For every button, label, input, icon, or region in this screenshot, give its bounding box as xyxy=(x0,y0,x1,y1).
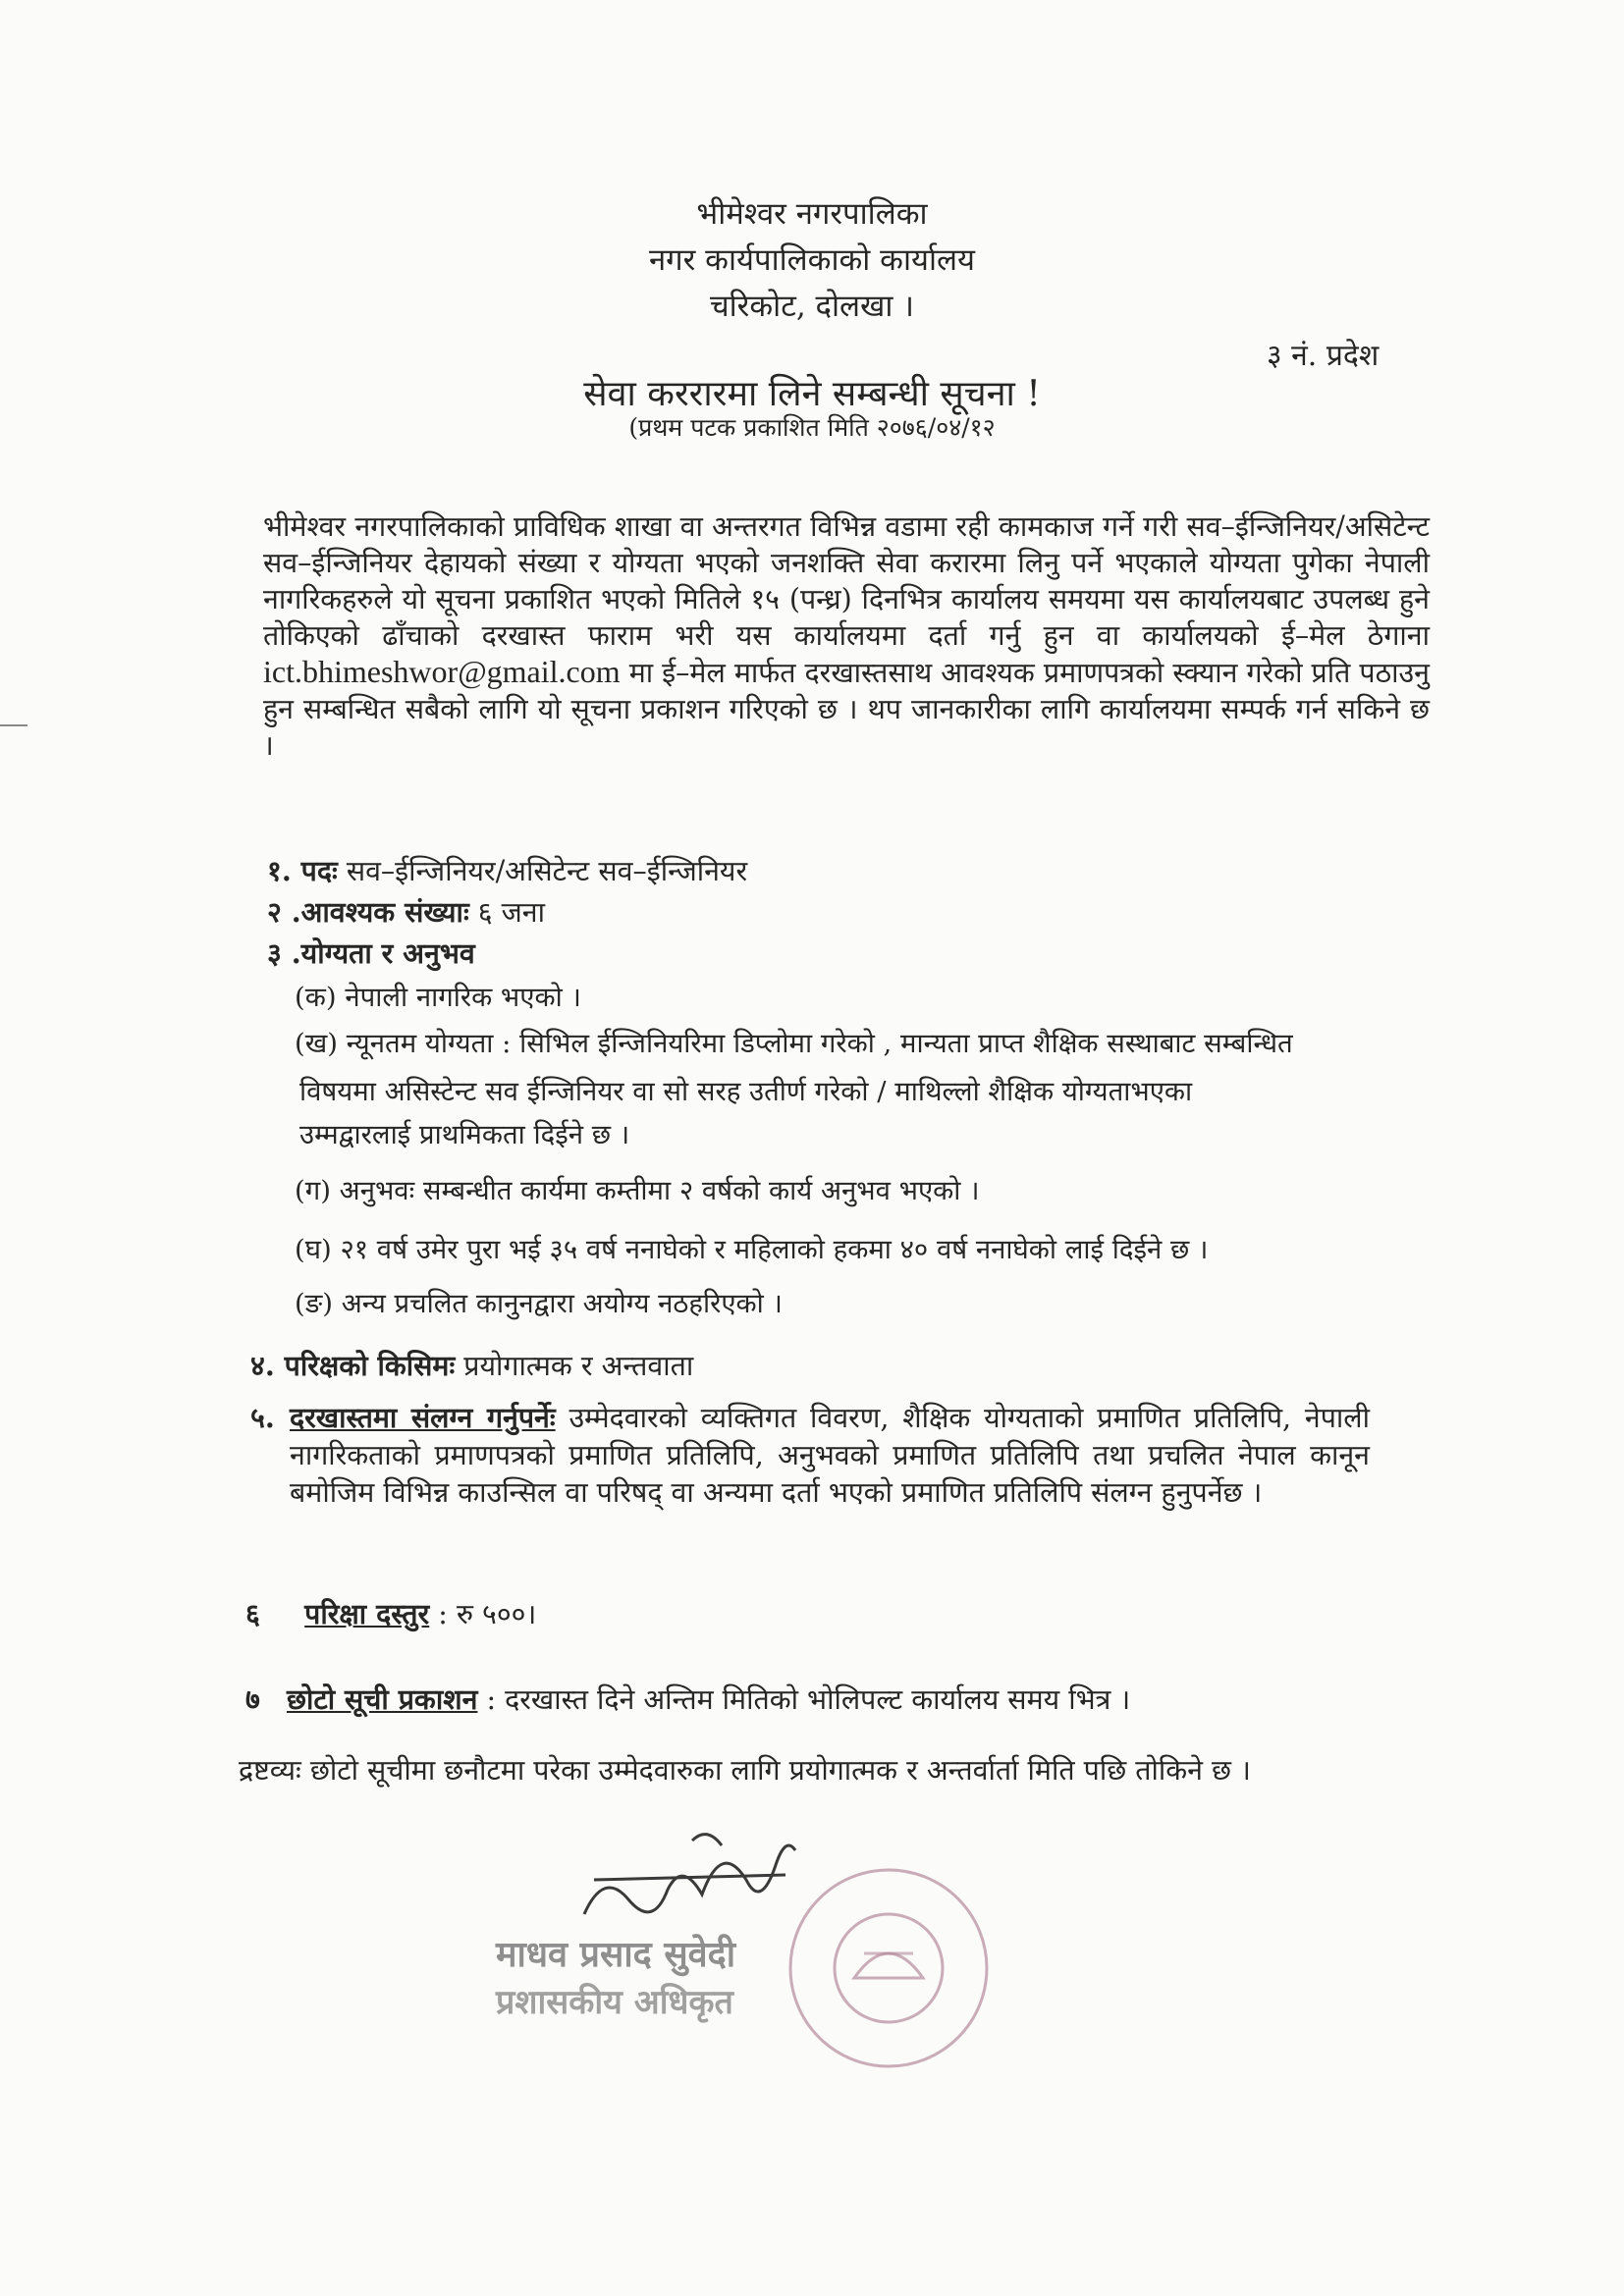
margin-mark xyxy=(0,724,27,726)
item-attachments-number xyxy=(250,1399,275,1437)
item-exam-type-value: प्रयोगात्मक र अन्तवाता xyxy=(463,1350,694,1382)
office-seal xyxy=(741,1860,997,2115)
fee-value: : रु ५००। xyxy=(438,1598,537,1630)
item-post-label: १. पदः xyxy=(267,854,338,887)
item-exam-type xyxy=(250,1347,693,1385)
item-exam-type-label: ४. परिक्षको किसिमः xyxy=(250,1349,456,1382)
fee-label: परिक्षा दस्तुर xyxy=(304,1597,430,1630)
notice-title: सेवा कररारमा लिने सम्बन्धी सूचना ! xyxy=(583,374,1041,414)
qualification-ka: (क) नेपाली नागरिक भएको । xyxy=(295,982,581,1013)
item-post xyxy=(267,852,747,890)
attachments-label: दरखास्तमा संलग्न गर्नुपर्नेः xyxy=(290,1401,556,1434)
intro-text-end: मा ई–मेल मार्फत दरखास्तसाथ आवश्यक प्रमाणपत्रको स्क्यान गरेको प्रति पठाउनु हुन सम्बन्धित सबैको लागि यो सूचना प्रकाशन गरिएको छ । थप जानकारीका लागि कार्यालयमा सम्पर्क गर्न सकिने छ । xyxy=(263,657,1430,762)
qualification-kha-line3: उम्मद्वारलाई प्राथमिकता दिईने छ । xyxy=(299,1119,630,1150)
attachments-number: ५. xyxy=(250,1401,275,1434)
item-post-value: सव–ईन्जिनियर/असिटेन्ट सव–ईन्जिनियर xyxy=(346,855,748,887)
intro-paragraph xyxy=(263,508,1430,764)
signatory-role: प्रशासकीय अधिकृत xyxy=(496,1983,733,2022)
item-count-value: ६ जना xyxy=(477,896,545,929)
municipality-name: भीमेश्वर नगरपालिका xyxy=(696,196,928,232)
item-count xyxy=(267,893,545,932)
office-address: चरिकोट, दोलखा । xyxy=(709,289,915,324)
item-count-label: २ .आवश्यक संख्याः xyxy=(267,895,469,929)
shortlist-value: : दरखास्त दिने अन्तिम मितिको भोलिपल्ट कार्यालय समय भित्र । xyxy=(486,1683,1131,1716)
note: द्रष्टव्यः छोटो सूचीमा छनौटमा परेका उम्मेदवारुका लागि प्रयोगात्मक र अन्तर्वार्ता मिति पछि तोकिने छ । xyxy=(239,1754,1251,1787)
item-fee xyxy=(245,1595,536,1633)
item-qualification xyxy=(267,934,475,973)
fee-number: ६ xyxy=(245,1597,260,1630)
qualification-gha: (घ) २१ वर्ष उमेर पुरा भई ३५ वर्ष ननाघेको र महिलाको हकमा ४० वर्ष ननाघेको लाई दिईने छ । xyxy=(295,1234,1209,1265)
qualification-ga: (ग) अनुभवः सम्बन्धीत कार्यमा कम्तीमा २ वर्षको कार्य अनुभव भएको । xyxy=(295,1175,980,1206)
intro-text: भीमेश्वर नगरपालिकाको प्राविधिक शाखा वा अन्तरगत विभिन्न वडामा रही कामकाज गर्ने गरी सव–ईन्जिनियर/असिटेन्ट सव–ईन्जिनियर देहायको संख्या र योग्यता भएको जनशक्ति सेवा करारमा लिनु पर्ने भएकाले योग्यता पुगेका नेपाली नागरिकहरुले यो सूचना प्रकाशित भएको मितिले १५ (पन्ध्र) दिनभित्र कार्यालय समयमा यस कार्यालयबाट उपलब्ध हुने तोकिएको ढाँचाको दरखास्त फाराम भरी यस कार्यालयमा दर्ता गर्नु हुन वा कार्यालयको ई–मेल ठेगाना xyxy=(263,510,1430,652)
signatory-name: माधव प्रसाद सुवेदी xyxy=(496,1934,736,1975)
qualification-kha-line1: (ख) न्यूनतम योग्यता : सिभिल ईन्जिनियरिमा डिप्लोमा गरेको , मान्यता प्राप्त शैक्षिक सस्थाबाट सम्बन्धित xyxy=(295,1028,1293,1059)
letterhead xyxy=(0,191,1624,330)
shortlist-number: ७ xyxy=(245,1682,260,1716)
qualification-kha-line2: विषयमा असिस्टेन्ट सव ईन्जिनियर वा सो सरह उतीर्ण गरेको / माथिल्लो शैक्षिक योग्यताभएका xyxy=(299,1076,1193,1107)
item-qualification-label: ३ .योग्यता र अनुभव xyxy=(267,936,475,970)
qualification-nga: (ङ) अन्य प्रचलित कानुनद्वारा अयोग्य नठहरिएको । xyxy=(295,1288,783,1319)
office-name: नगर कार्यपालिकाको कार्यालय xyxy=(648,242,976,278)
notice-subtitle: (प्रथम पटक प्रकाशित मिति २०७६/०४/१२ xyxy=(628,413,996,442)
shortlist-label: छोटो सूची प्रकाशन xyxy=(287,1682,478,1716)
province-label: ३ नं. प्रदेश xyxy=(1267,339,1380,373)
item-shortlist xyxy=(245,1681,1130,1719)
attachments-value: उम्मेदवारको व्यक्तिगत विवरण, शैक्षिक योग्यताको प्रमाणित प्रतिलिपि, नेपाली नागरिकताको प्रमाणपत्रको प्रमाणित प्रतिलिपि, अनुभवको प्रमाणित प्रतिलिपि तथा प्रचलित नेपाल कानून बमोजिम विभिन्न काउन्सिल वा परिषद् वा अन्यमा दर्ता भएको प्रमाणित प्रतिलिपि संलग्न हुनुपर्नेछ । xyxy=(290,1402,1370,1509)
email-address: ict.bhimeshwor@gmail.com xyxy=(263,654,621,689)
item-attachments xyxy=(290,1399,1370,1512)
